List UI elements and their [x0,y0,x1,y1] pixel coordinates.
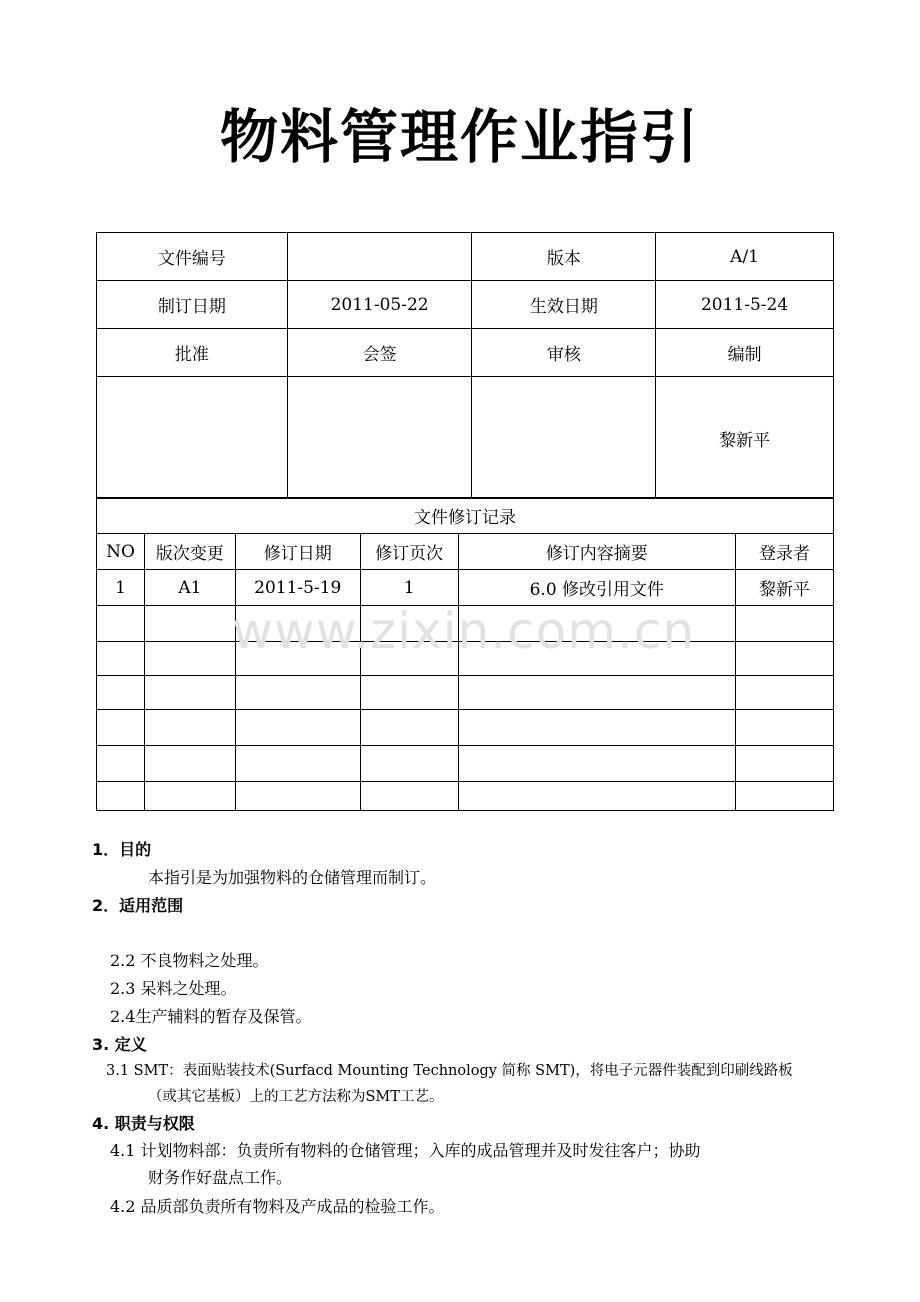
approve-label: 批准 [97,329,288,377]
section-4-1-line2: 财务作好盘点工作。 [148,1168,293,1187]
cell-registrant: 黎新平 [736,570,834,606]
section-4-1-line1: 4.1 计划物料部：负责所有物料的仓储管理；入库的成品管理并及时发往客户；协助 [110,1141,701,1160]
effective-date-value: 2011-5-24 [656,281,834,329]
section-2-4: 2.4生产辅料的暂存及保管。 [110,1007,312,1026]
section-1-heading: 1．目的 [92,840,152,859]
section-3-1-line2: （或其它基板）上的工艺方法称为SMT工艺。 [148,1089,444,1105]
section-1-text: 本指引是为加强物料的仓储管理而制订。 [148,868,437,887]
section-3-1-line1: 3.1 SMT：表面贴装技术(Surfacd Mounting Technology 简称 SMT)，将电子元器件装配到印刷线路板 [106,1063,793,1079]
doc-number-value [287,233,472,281]
author-label: 编制 [656,329,834,377]
review-label: 审核 [472,329,656,377]
document-info-table [96,232,834,499]
countersign-label: 会签 [287,329,472,377]
version-value: A/1 [656,233,834,281]
section-2-heading: 2．适用范围 [92,896,184,915]
section-2-3: 2.3 呆料之处理。 [110,979,237,998]
author-signature: 黎新平 [656,377,834,499]
approve-signature-cell [97,377,288,499]
header-version-change: 版次变更 [144,534,235,570]
header-registrant: 登录者 [736,534,834,570]
table-row [97,570,834,606]
document-title: 物料管理作业指引 [219,103,700,171]
empty-table-row [97,606,834,642]
section-2-2: 2.2 不良物料之处理。 [110,951,269,970]
empty-table-row [97,782,834,811]
section-4-2: 4.2 品质部负责所有物料及产成品的检验工作。 [110,1197,445,1216]
doc-number-label: 文件编号 [97,233,288,281]
revision-record-table [96,497,834,811]
created-date-value: 2011-05-22 [287,281,472,329]
countersign-signature-cell [287,377,472,499]
header-no: NO [97,534,145,570]
empty-table-row [97,710,834,746]
cell-revision-page: 1 [360,570,458,606]
cell-revision-date: 2011-5-19 [235,570,360,606]
cell-version-change: A1 [144,570,235,606]
section-3-heading: 3. 定义 [92,1035,147,1054]
revision-table-title: 文件修订记录 [97,498,834,534]
section-4-heading: 4. 职责与权限 [92,1114,195,1133]
empty-table-row [97,642,834,676]
header-revision-page: 修订页次 [360,534,458,570]
created-date-label: 制订日期 [97,281,288,329]
empty-table-row [97,746,834,782]
cell-no: 1 [97,570,145,606]
cell-revision-summary: 6.0 修改引用文件 [458,570,736,606]
review-signature-cell [472,377,656,499]
header-revision-date: 修订日期 [235,534,360,570]
version-label: 版本 [472,233,656,281]
effective-date-label: 生效日期 [472,281,656,329]
empty-table-row [97,676,834,710]
header-revision-summary: 修订内容摘要 [458,534,736,570]
watermark: www.zixin.com.cn [232,602,696,660]
